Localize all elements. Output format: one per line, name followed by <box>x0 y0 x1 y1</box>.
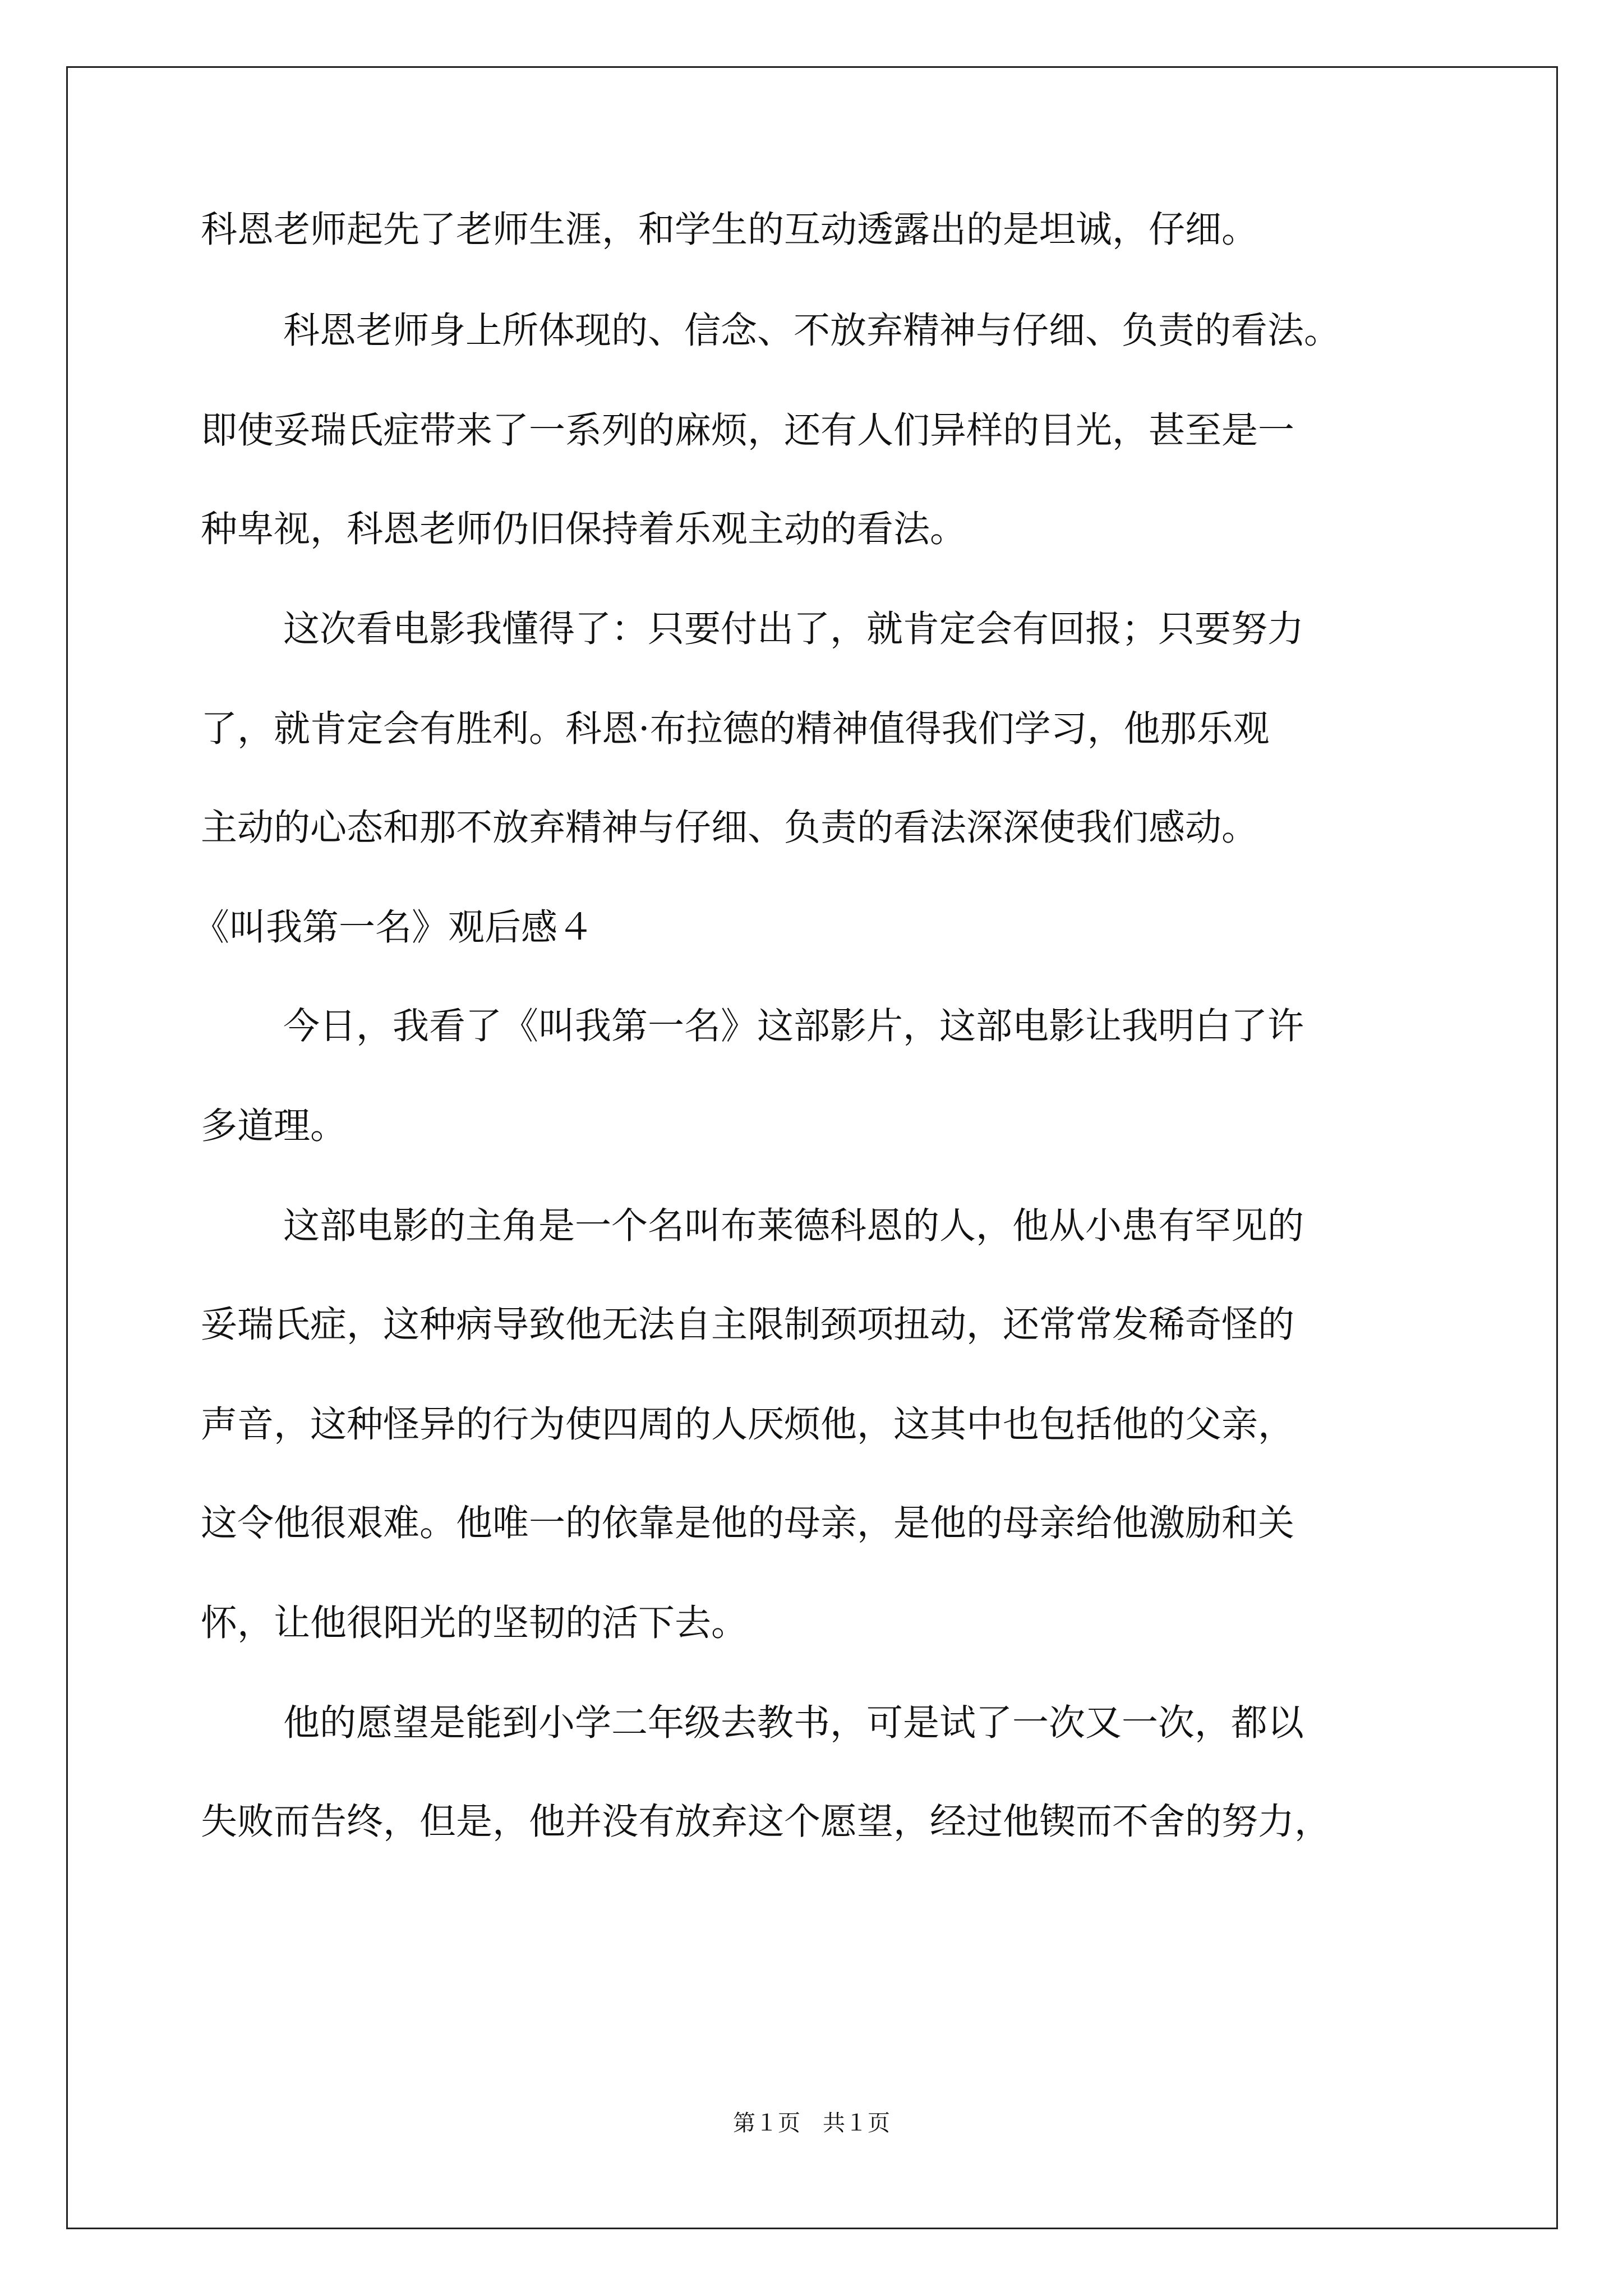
paragraph-line: 科恩老师起先了老师生涯，和学生的互动透露出的是坦诚，仔细。 <box>201 209 1258 251</box>
paragraph-line: 声音，这种怪异的行为使四周的人厌烦他，这其中也包括他的父亲， <box>201 1404 1295 1446</box>
paragraph-line: 怀，让他很阳光的坚韧的活下去。 <box>201 1602 748 1644</box>
paragraph-line: 这令他很艰难。他唯一的依靠是他的母亲，是他的母亲给他激励和关 <box>201 1502 1295 1544</box>
paragraph-line: 今日，我看了《叫我第一名》这部影片，这部电影让我明白了许 <box>283 1005 1304 1047</box>
section-heading: 《叫我第一名》观后感４ <box>193 907 594 949</box>
paragraph-line: 妥瑞氏症，这种病导致他无法自主限制颈项扭动，还常常发稀奇怪的 <box>201 1304 1295 1346</box>
paragraph-line: 多道理。 <box>201 1105 347 1147</box>
paragraph-line: 种卑视，科恩老师仍旧保持着乐观主动的看法。 <box>201 508 967 550</box>
paragraph-line: 科恩老师身上所体现的、信念、不放弃精神与仔细、负责的看法。 <box>283 310 1341 352</box>
paragraph-line: 失败而告终，但是，他并没有放弃这个愿望，经过他锲而不舍的努力， <box>201 1801 1331 1843</box>
paragraph-line: 了，就肯定会有胜利。科恩·布拉德的精神值得我们学习，他那乐观 <box>201 708 1270 750</box>
page-number-footer: 第１页 共１页 <box>733 2110 890 2136</box>
paragraph-line: 这部电影的主角是一个名叫布莱德科恩的人，他从小患有罕见的 <box>283 1205 1304 1247</box>
paragraph-line: 他的愿望是能到小学二年级去教书，可是试了一次又一次，都以 <box>283 1702 1304 1744</box>
paragraph-line: 即使妥瑞氏症带来了一系列的麻烦，还有人们异样的目光，甚至是一 <box>201 409 1295 452</box>
paragraph-line: 主动的心态和那不放弃精神与仔细、负责的看法深深使我们感动。 <box>201 807 1258 849</box>
paragraph-line: 这次看电影我懂得了：只要付出了，就肯定会有回报；只要努力 <box>283 608 1304 650</box>
